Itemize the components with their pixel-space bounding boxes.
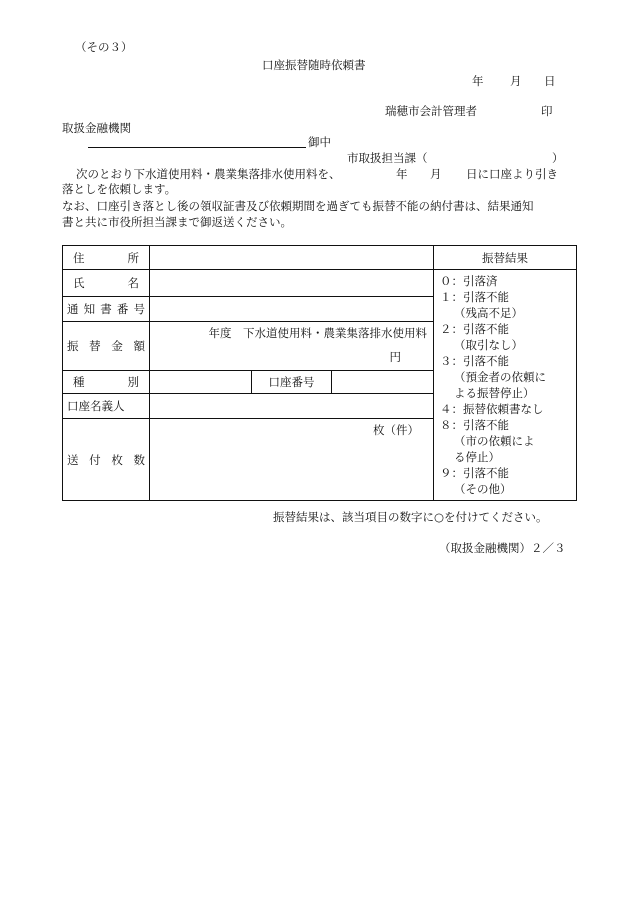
address-field[interactable]: [150, 246, 434, 270]
sheets-unit: 枚（件）: [373, 423, 419, 438]
form-number: （その３）: [75, 40, 133, 54]
result-8: ８：引落不能: [440, 418, 509, 432]
name-field[interactable]: [150, 270, 434, 297]
holder-label: 口座名義人: [67, 399, 125, 414]
result-2: ２：引落不能: [440, 322, 509, 336]
result-9: ９：引落不能: [440, 466, 509, 480]
body-line3: なお、口座引き落とし後の領収証書及び依頼期間を過ぎても振替不能の納付書は、結果通知: [62, 199, 534, 213]
page-indicator: （取扱金融機関）２／３: [439, 541, 566, 555]
onchu-label: 御中: [308, 135, 331, 149]
body-line4: 書と共に市役所担当課まで御返送ください。: [62, 215, 292, 229]
dept-close: ）: [552, 151, 564, 165]
address-label: 住 所: [73, 250, 139, 265]
body-line1-month: 月: [430, 167, 442, 181]
results-list: [434, 270, 577, 501]
sheets-label-cell: [63, 419, 150, 501]
result-1: １：引落不能: [440, 290, 509, 304]
result-3-detail-b: よる振替停止）: [454, 386, 535, 400]
sheets-field[interactable]: [150, 419, 434, 501]
holder-field[interactable]: [150, 394, 434, 419]
name-label-cell: [63, 270, 150, 297]
notice-label-cell: [63, 297, 150, 322]
result-9-detail: （その他）: [454, 482, 512, 496]
transfer-form-table: [62, 245, 577, 501]
notice-number-label: 通知書番号: [67, 302, 145, 317]
date-year-label: 年: [472, 74, 484, 88]
result-8-detail-a: （市の依頼によ: [454, 434, 535, 448]
result-2-detail: （取引なし）: [454, 338, 523, 352]
name-label: 氏 名: [73, 276, 139, 291]
account-number-field[interactable]: [332, 371, 434, 394]
amount-description: 年度 下水道使用料・農業集落排水使用料: [208, 326, 427, 341]
type-field[interactable]: [150, 371, 252, 394]
body-line1-year: 年: [396, 167, 408, 181]
type-label: 種 別: [73, 375, 139, 390]
amount-label-cell: [63, 322, 150, 371]
sheets-label: 送付枚数: [67, 452, 145, 467]
yen-unit: 円: [389, 350, 401, 365]
date-month-label: 月: [510, 74, 522, 88]
result-3-detail-a: （預金者の依頼に: [454, 370, 546, 384]
result-1-detail: （残高不足）: [454, 306, 523, 320]
address-label-cell: [63, 246, 150, 270]
body-line2: 落としを依頼します。: [62, 182, 177, 196]
seal-mark: 印: [541, 104, 553, 118]
dept-label: 市取扱担当課（: [347, 151, 428, 165]
result-4: ４：振替依頼書なし: [440, 402, 544, 416]
notice-number-field[interactable]: [150, 297, 434, 322]
manager-title: 瑞穂市会計管理者: [385, 104, 477, 118]
amount-label: 振替金額: [67, 339, 145, 354]
body-line1a: 次のとおり下水道使用料・農業集落排水使用料を、: [76, 167, 341, 181]
document-title: 口座振替随時依頼書: [262, 58, 366, 72]
date-day-label: 日: [544, 74, 556, 88]
result-header: 振替結果: [434, 246, 577, 270]
institution-name-line: [88, 147, 306, 148]
holder-label-cell: [63, 394, 150, 419]
result-8-detail-b: る停止）: [454, 450, 500, 464]
result-instruction: 振替結果は、該当項目の数字に○を付けてください。: [273, 510, 548, 524]
result-3: ３：引落不能: [440, 354, 509, 368]
type-label-cell: [63, 371, 150, 394]
institution-label: 取扱金融機関: [62, 121, 131, 135]
result-0: ０：引落済: [440, 274, 498, 288]
account-number-label: 口座番号: [252, 371, 332, 394]
body-line1-day: 日に口座より引き: [466, 167, 558, 181]
amount-field[interactable]: [150, 322, 434, 371]
